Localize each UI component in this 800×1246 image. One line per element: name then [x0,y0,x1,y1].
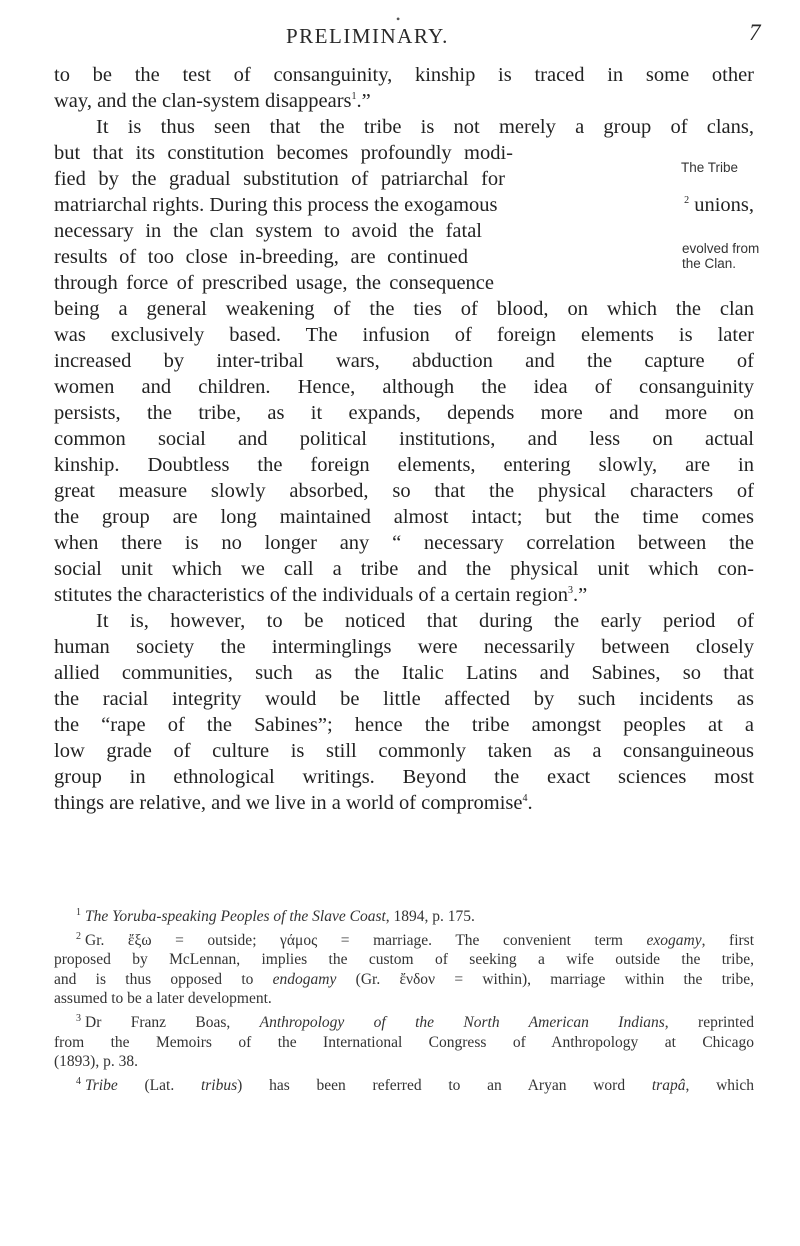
footnote-line [54,1009,754,1033]
margin-note-line: the Clan. [682,256,737,271]
footnote-line [54,927,754,951]
footnote-title: Anthropology of the North American Indians [259,1013,665,1031]
header-dot: • [396,12,401,26]
text-span: .” [573,584,588,606]
running-head: PRELIMINARY. [286,24,449,48]
text-line: It is, however, to be noticed that during the early period of [96,610,754,632]
body-text [54,62,754,816]
text-line: being a general weakening of the ties of blood, on which the clan [54,298,754,320]
footnote-title: The Yoruba-speaking Peoples of the Slave Coast [85,908,386,925]
footnotes [54,903,754,1095]
text-span [684,192,754,218]
footnote-number: 3 [76,1012,81,1024]
footnote-term: exogamy [646,931,702,949]
text-span: way, and the clan-system disappears [54,90,352,112]
text-line: persists, the tribe, as it expands, depends more and more on [54,402,754,424]
text-line: great measure slowly absorbed, so that the physical characters of [54,480,754,502]
text-line: necessary in the clan system to avoid the fatal [54,220,482,242]
text-line [54,192,754,218]
footnote-4 [54,1072,754,1096]
footnote-number: 1 [76,907,81,918]
text-line: the group are long maintained almost intact; but the time comes [54,506,754,528]
text-line: was exclusively based. The infusion of foreign elements is later [54,324,754,346]
text-line [54,582,754,608]
text-line: common social and political institutions, and less on actual [54,428,754,450]
page-number: 7 [749,20,761,45]
text-line: social unit which we call a tribe and the physical unit which con- [54,558,754,580]
text-span: unions, [689,194,754,216]
text-line: through force of prescribed usage, the consequence [54,272,494,294]
text-line: allied communities, such as the Italic Latins and Sabines, so that [54,662,754,684]
footnote-term: tribus [200,1076,238,1094]
footnote-ref: 3 [568,585,574,596]
footnote-text: Gr. ἔξω = outside; γάμος = marriage. The convenient term [85,931,647,949]
footnote-ref: 4 [522,793,528,804]
footnote-text: , first [701,931,754,949]
footnote-text: and is thus opposed to [54,970,273,988]
footnote-text: (Gr. ἔνδον = within), marriage within the tribe, [336,970,754,988]
footnote-3 [54,1009,754,1072]
footnote-text: , which [685,1076,754,1094]
footnote-ref: 1 [351,91,357,102]
text-line: but that its constitution becomes profoundly modi- [54,142,513,164]
footnote-line: proposed by McLennan, implies the custom of seeking a wife outside the tribe, [54,951,754,969]
footnote-number: 4 [76,1075,81,1087]
text-line: the “rape of the Sabines”; hence the tribe amongst peoples at a [54,714,754,736]
footnote-text: , reprinted [664,1013,754,1031]
text-line: to be the test of consanguinity, kinship is traced in some other [54,64,754,86]
text-line: women and children. Hence, although the idea of consanguinity [54,376,754,398]
text-line: when there is no longer any “ necessary correlation between the [54,532,754,554]
footnote-text: ) has been referred to an Aryan word [237,1076,652,1094]
footnote-line [54,1072,754,1096]
text-line: increased by inter-tribal wars, abduction and the capture of [54,350,754,372]
text-span: .” [356,90,371,112]
footnote-term: trapâ [651,1076,686,1094]
text-span: stitutes the characteristics of the individuals of a certain region [54,584,569,606]
text-line: the racial integrity would be little affected by such incidents as [54,688,754,710]
margin-note-line: evolved from [682,241,760,256]
text-line: results of too close in-breeding, are continued [54,246,468,268]
footnote-text: , 1894, p. 175. [385,908,475,925]
footnote-line: assumed to be a later development. [54,990,272,1008]
text-line: human society the interminglings were necessarily between closely [54,636,754,658]
text-line [54,88,754,114]
footnote-line [54,970,754,990]
text-line: low grade of culture is still commonly taken as a consanguineous [54,740,754,762]
footnote-line [54,903,754,927]
footnote-2 [54,927,754,1009]
footnote-term: endogamy [272,970,337,988]
text-span: things are relative, and we live in a world of compromise [54,792,523,814]
footnote-ref: 2 [684,195,690,206]
footnote-term: Tribe [85,1076,118,1094]
footnote-text: Dr Franz Boas, [85,1013,260,1031]
text-line: group in ethnological writings. Beyond the exact sciences most [54,766,754,788]
text-line [54,790,754,816]
text-span: . [527,792,533,814]
footnote-line: (1893), p. 38. [54,1053,138,1071]
footnote-text: (Lat. [117,1076,201,1094]
footnote-line: from the Memoirs of the International Congress of Anthropology at Chicago [54,1033,754,1051]
text-span: matriarchal rights. During this process the exogamous [54,194,498,216]
footnote-number: 2 [76,930,81,942]
text-line: It is thus seen that the tribe is not merely a group of clans, [96,116,754,138]
margin-note-tribe: The Tribe [681,160,739,175]
footnote-1 [54,903,754,927]
text-line: fied by the gradual substitution of patriarchal for [54,168,505,190]
text-line: kinship. Doubtless the foreign elements, entering slowly, are in [54,454,754,476]
